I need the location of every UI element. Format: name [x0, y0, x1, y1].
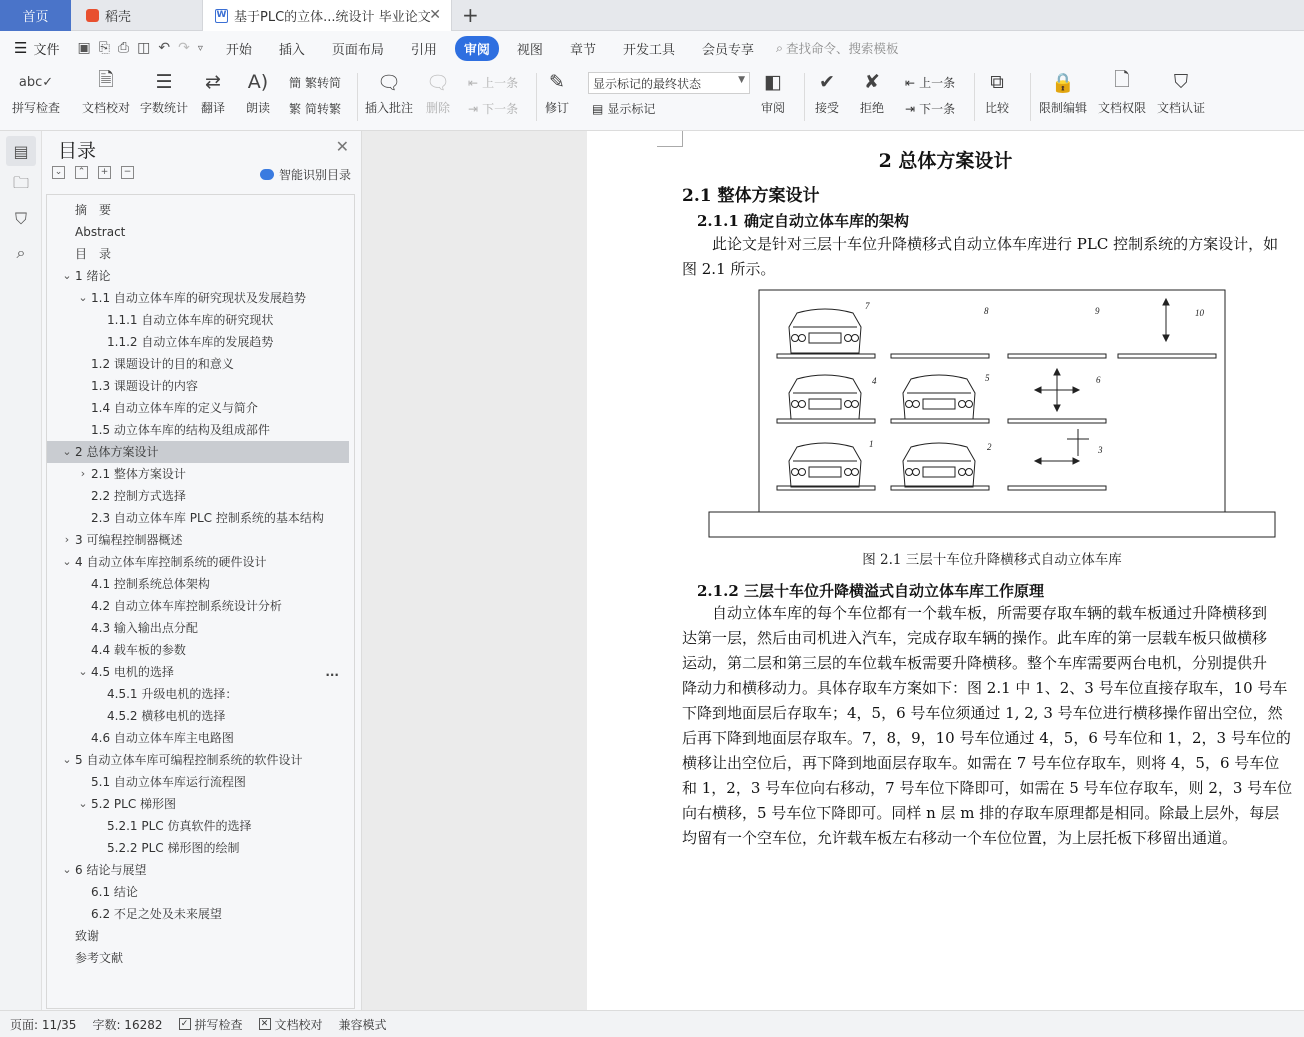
text-line: 降动力和横移动力。具体存取车方案如下：图 2.1 中 1、2、3 号车位直接存取车，10 号车 [682, 679, 1288, 697]
toc-item-label: 6.1 结论 [91, 885, 138, 899]
toc-item[interactable] [47, 419, 349, 441]
file-menu-label: 文件 [33, 42, 60, 58]
show-markup-icon: ▤ [592, 101, 604, 116]
toc-item-label: 4 自动立体车库控制系统的硬件设计 [75, 555, 267, 569]
toc-item[interactable] [47, 595, 349, 617]
toc-item-label: Abstract [75, 225, 126, 239]
toc-item[interactable] [47, 287, 349, 309]
review-pane-icon: ◧ [764, 71, 782, 93]
word-count-label: 字数统计 [140, 101, 189, 115]
menu-member[interactable]: 会员专享 [701, 42, 754, 58]
command-search[interactable] [776, 39, 899, 57]
text-line: 向右横移，5 号车位下降即可。同样 n 层 m 排的存取车原理都是相同。除最上层外，每层 [682, 804, 1280, 822]
menu-chapter[interactable]: 章节 [569, 42, 596, 58]
word-doc-icon: W [215, 9, 228, 23]
toc-item-label: 4.5 电机的选择 [91, 665, 174, 679]
close-icon[interactable]: ✕ [335, 137, 349, 156]
subsection-heading-2: 2.1.2 三层十车位升降横溢式自动立体车库工作原理 [697, 582, 1044, 600]
toc-item-label: 4.5.2 横移电机的选择 [107, 709, 226, 723]
prev-comment-label: 上一条 [482, 76, 519, 90]
toc-item[interactable] [47, 309, 349, 331]
compat-mode-indicator: 兼容模式 [338, 1017, 387, 1032]
toc-item-label: 1.5 动立体车库的结构及组成部件 [91, 423, 270, 437]
read-aloud-icon: A) [247, 71, 269, 93]
word-count-indicator[interactable]: 字数: 16282 [92, 1017, 163, 1032]
delete-comment-icon: 🗨 [425, 71, 451, 94]
bookmark-icon[interactable]: ⛉ [14, 209, 27, 228]
tab-document-label: 基于PLC的立体...统设计 毕业论文 [234, 10, 431, 25]
show-markup-label: 显示标记 [607, 102, 656, 116]
reject-button[interactable] [858, 69, 886, 116]
toc-item-label: 1.2 课题设计的目的和意义 [91, 357, 234, 371]
car-icon [903, 443, 975, 487]
menu-view[interactable]: 视图 [516, 42, 543, 58]
toc-panel [42, 131, 362, 1010]
chapter-nav-icon[interactable]: 🗀 [12, 172, 29, 192]
spell-check-status[interactable] [179, 1016, 243, 1033]
toc-item-label: 4.5.1 升级电机的选择： [107, 687, 238, 701]
accept-icon: ✔ [819, 71, 835, 93]
toc-item-label: 1.1.1 自动立体车库的研究现状 [107, 313, 274, 327]
toc-item-label: 1 绪论 [75, 269, 111, 283]
chevron-down-icon[interactable]: ⌄ [78, 291, 88, 304]
delete-comment-button[interactable] [424, 69, 452, 116]
toc-item-label: 5.2 PLC 梯形图 [91, 797, 177, 811]
text-line: 均留有一个空车位，允许载车板左右移动一个车位位置，为上层托板下移留出通道。 [682, 829, 1238, 847]
text-line: 自动立体车库的每个车位都有一个载车板，所需要存取车辆的载车板通过升降横移到 [682, 604, 1268, 622]
spell-check-icon: abc✓ [18, 74, 54, 90]
toc-item-label: 1.1 自动立体车库的研究现状及发展趋势 [91, 291, 306, 305]
toc-item-label: 参考文献 [75, 951, 124, 965]
slot-label: 6 [1096, 375, 1101, 385]
expand-all-icon[interactable]: ⌄ [52, 166, 65, 179]
status-bar [0, 1010, 1304, 1037]
toc-item-label: 5 自动立体车库可编程控制系统的软件设计 [75, 753, 303, 767]
toc-item[interactable] [47, 749, 349, 771]
search-icon: ⌕ [775, 40, 783, 55]
toc-item-label: 5.2.1 PLC 仿真软件的选择 [107, 819, 252, 833]
word-count-button[interactable] [140, 69, 188, 116]
doc-proof-label: 文档校对 [82, 101, 131, 115]
command-search-placeholder: 查找命令、搜索模板 [786, 41, 899, 56]
simp-to-trad-label: 简转繁 [305, 102, 342, 116]
redo-icon[interactable]: ↷ [178, 40, 190, 56]
menu-insert[interactable]: 插入 [278, 42, 305, 58]
chevron-down-icon: ▼ [738, 75, 745, 85]
collapse-all-icon[interactable]: ⌃ [75, 166, 88, 179]
spell-check-label: 拼写检查 [12, 101, 61, 115]
toc-item-label: 1.4 自动立体车库的定义与简介 [91, 401, 258, 415]
toc-item-label: 2.3 自动立体车库 PLC 控制系统的基本结构 [91, 511, 324, 525]
prev-change-icon: ⇤ [905, 75, 916, 90]
undo-icon[interactable]: ↶ [158, 40, 171, 56]
insert-comment-label: 插入批注 [365, 101, 414, 115]
slot-label: 3 [1098, 445, 1103, 455]
toc-item[interactable] [47, 859, 349, 881]
toc-item[interactable] [47, 353, 349, 375]
track-changes-icon: ✎ [549, 71, 565, 93]
chevron-down-icon[interactable]: ⌄ [62, 753, 72, 766]
menu-tabs [217, 36, 772, 61]
toc-item-label: 4.1 控制系统总体架构 [91, 577, 210, 591]
toc-item-label: 目 录 [75, 247, 112, 261]
review-pane-button[interactable] [759, 69, 787, 116]
toc-item[interactable] [47, 881, 349, 903]
tab-daoke[interactable] [72, 0, 200, 31]
toc-item[interactable] [47, 661, 349, 683]
chevron-down-icon[interactable]: ⌄ [62, 269, 72, 282]
slot-label: 5 [985, 373, 990, 383]
toc-item[interactable] [47, 199, 349, 221]
print-preview-icon[interactable]: ◫ [137, 40, 151, 56]
checkbox-icon: ✕ [259, 1018, 271, 1030]
slot-label: 7 [865, 301, 870, 311]
toc-item[interactable] [47, 529, 349, 551]
toc-item[interactable] [47, 441, 349, 463]
delete-comment-label: 删除 [425, 101, 450, 115]
slot-label: 1 [869, 439, 874, 449]
car-icon [789, 309, 861, 353]
slot-label: 8 [984, 306, 989, 316]
toc-item[interactable] [47, 947, 349, 969]
menu-references[interactable]: 引用 [410, 42, 437, 58]
toc-item-label: 1.3 课题设计的内容 [91, 379, 198, 393]
more-options-icon[interactable]: ... [325, 665, 339, 679]
menu-review[interactable]: 审阅 [455, 36, 499, 61]
ribbon-divider [974, 73, 975, 121]
paragraph-1 [682, 232, 1304, 282]
spell-check-button[interactable] [12, 69, 60, 116]
comment-icon: 🗨 [376, 71, 402, 94]
trad-to-simp-icon: 簡 [289, 76, 302, 90]
translate-label: 翻译 [200, 101, 225, 115]
toc-item-label: 6.2 不足之处及未来展望 [91, 907, 222, 921]
track-changes-label: 修订 [544, 101, 569, 115]
toc-item[interactable] [47, 573, 349, 595]
toc-item-label: 2.2 控制方式选择 [91, 489, 186, 503]
text-line: 达第一层，然后由司机进入汽车，完成存取车辆的操作。此车库的第一层载车板只做横移 [682, 629, 1268, 647]
translate-button[interactable] [199, 69, 227, 116]
doc-cert-button[interactable] [1157, 69, 1205, 116]
toc-item[interactable] [47, 793, 349, 815]
toc-item-label: 4.6 自动立体车库主电路图 [91, 731, 234, 745]
toc-item[interactable] [47, 551, 349, 573]
compare-icon: ⧉ [990, 71, 1004, 93]
next-change-label: 下一条 [919, 102, 956, 116]
slot-label: 10 [1195, 308, 1204, 318]
menu-start[interactable]: 开始 [225, 42, 252, 58]
prev-change-label: 上一条 [919, 76, 956, 90]
chevron-right-icon[interactable]: › [64, 533, 70, 546]
next-comment-label: 下一条 [482, 102, 519, 116]
chevron-down-icon[interactable]: ⌄ [78, 797, 88, 810]
shield-icon: ⛉ [1173, 71, 1189, 93]
menu-bar [0, 31, 1304, 65]
restrict-edit-label: 限制编辑 [1039, 101, 1088, 115]
slot-label: 9 [1095, 306, 1100, 316]
parking-garage-figure [707, 289, 1277, 539]
toc-item[interactable] [47, 375, 349, 397]
tab-home[interactable] [0, 0, 71, 31]
toc-item[interactable] [47, 463, 349, 485]
page-indicator[interactable]: 页面: 11/35 [10, 1017, 77, 1032]
toc-item-label: 5.1 自动立体车库运行流程图 [91, 775, 246, 789]
chevron-down-icon[interactable]: ⌄ [62, 555, 72, 568]
trad-to-simp-button[interactable] [289, 74, 341, 91]
text-line: 后再下降到地面层存取车。7，8，9，10 号车位通过 4，5，6 号车位和 1，2，3 号车位的 [682, 729, 1291, 747]
doc-cert-label: 文档认证 [1157, 101, 1206, 115]
ribbon-divider [536, 73, 537, 121]
page-corner-mark [657, 131, 683, 147]
toc-item[interactable] [47, 705, 349, 727]
reject-icon: ✘ [864, 71, 880, 93]
smart-toc-label: 智能识别目录 [278, 168, 351, 182]
toc-item-label: 6 结论与展望 [75, 863, 147, 877]
toc-item[interactable] [47, 925, 349, 947]
prev-icon: ⇤ [468, 75, 479, 90]
search-panel-icon[interactable]: ⌕ [16, 243, 26, 262]
lock-doc-icon: 🔒 [1051, 71, 1075, 94]
toc-item[interactable] [47, 815, 349, 837]
menu-page-layout[interactable]: 页面布局 [331, 42, 384, 58]
toc-item[interactable] [47, 903, 349, 925]
reject-label: 拒绝 [859, 101, 884, 115]
compare-button[interactable] [983, 69, 1011, 116]
chapter-heading: 2 总体方案设计 [878, 150, 1013, 172]
chevron-down-icon[interactable]: ⌄ [78, 665, 88, 678]
save-icon[interactable]: ▣ [77, 40, 91, 56]
car-icon [903, 375, 975, 419]
menu-developer[interactable]: 开发工具 [622, 42, 675, 58]
toc-item-label: 5.2.2 PLC 梯形图的绘制 [107, 841, 240, 855]
restrict-edit-button[interactable] [1039, 69, 1087, 116]
tab-bar [0, 0, 1304, 31]
toc-item[interactable] [47, 485, 349, 507]
text-line: 运动，第二层和第三层的车位载车板需要升降横移。整个车库需要两台电机，分别提供升 [682, 654, 1268, 672]
simp-to-trad-button[interactable] [289, 100, 341, 117]
translate-icon: ⇄ [205, 71, 221, 93]
hamburger-icon: ☰ [14, 39, 28, 57]
next-change-icon: ⇥ [905, 101, 916, 116]
toc-item-label: 4.2 自动立体车库控制系统设计分析 [91, 599, 282, 613]
ribbon-divider [1030, 73, 1031, 121]
simp-to-trad-icon: 繁 [289, 102, 302, 116]
slot-label: 4 [872, 376, 877, 386]
read-aloud-button[interactable] [244, 69, 272, 116]
close-tab-icon[interactable]: ✕ [429, 7, 441, 23]
review-pane-label: 审阅 [760, 101, 785, 115]
show-markup-button[interactable] [592, 100, 655, 117]
smart-toc-button[interactable] [260, 166, 351, 183]
car-icon [789, 443, 861, 487]
subsection-heading-1: 2.1.1 确定自动立体车库的架构 [697, 212, 909, 230]
toc-item[interactable] [47, 221, 349, 243]
ribbon-divider [357, 73, 358, 121]
text-line: 和 1，2，3 号车位向右移动，7 号车位下降即可，如需在 5 号车位存取车，则 2，3 号车位 [682, 779, 1293, 797]
toc-item-label: 1.1.2 自动立体车库的发展趋势 [107, 335, 274, 349]
tab-home-label: 首页 [22, 10, 49, 25]
ai-robot-icon [260, 169, 274, 180]
paragraph-2 [682, 601, 1304, 851]
ribbon-divider [804, 73, 805, 121]
review-ribbon [0, 65, 1304, 131]
next-change-button[interactable] [905, 100, 955, 117]
tab-document[interactable] [202, 0, 452, 31]
chevron-right-icon[interactable]: › [80, 467, 86, 480]
text-line: 下降到地面层后存取车；4，5，6 号车位须通过 1, 2, 3 号车位进行横移操作留出空位，然 [682, 704, 1283, 722]
next-icon: ⇥ [468, 101, 479, 116]
print-icon[interactable]: ⎙ [117, 40, 130, 56]
doc-proof-status-label: 文档校对 [274, 1017, 323, 1032]
customize-icon[interactable]: ▿ [197, 42, 203, 54]
toc-item[interactable] [47, 265, 349, 287]
toc-item[interactable] [47, 837, 349, 859]
toc-item[interactable] [47, 397, 349, 419]
toc-title: 目录 [58, 140, 97, 162]
toc-item[interactable] [47, 683, 349, 705]
file-menu[interactable] [14, 39, 59, 58]
new-tab-button[interactable]: + [462, 3, 479, 27]
toc-panel-icon[interactable]: ▤ [6, 136, 36, 166]
doc-rights-label: 文档权限 [1098, 101, 1147, 115]
export-icon[interactable]: ⎘ [98, 40, 110, 56]
chevron-down-icon[interactable]: ⌄ [62, 445, 72, 458]
toc-item-label: 3 可编程控制器概述 [75, 533, 183, 547]
accept-label: 接受 [814, 101, 839, 115]
toc-item[interactable] [47, 507, 349, 529]
checkbox-icon: ✓ [179, 1018, 191, 1030]
doc-rights-icon: 🗋 [1114, 69, 1130, 91]
toc-item[interactable] [47, 727, 349, 749]
car-icon [789, 375, 861, 419]
toc-list [46, 194, 355, 1009]
spell-check-status-label: 拼写检查 [194, 1017, 243, 1032]
text-line: 此论文是针对三层十车位升降横移式自动立体车库进行 PLC 控制系统的方案设计，如 [682, 235, 1279, 253]
read-aloud-label: 朗读 [245, 101, 270, 115]
remove-heading-icon[interactable]: − [121, 166, 134, 179]
toc-item[interactable] [47, 639, 349, 661]
prev-change-button[interactable] [905, 74, 955, 91]
tab-daoke-label: 稻壳 [105, 10, 132, 25]
toc-item-label: 摘 要 [75, 203, 112, 217]
prev-comment-button[interactable] [468, 74, 518, 91]
quick-access-toolbar [77, 40, 202, 56]
toc-item-label: 致谢 [75, 929, 100, 943]
toc-item-label: 2.1 整体方案设计 [91, 467, 186, 481]
toc-item-label: 4.4 载车板的参数 [91, 643, 186, 657]
daoke-icon [86, 9, 99, 22]
section-heading: 2.1 整体方案设计 [682, 186, 820, 206]
doc-rights-button[interactable] [1098, 69, 1146, 116]
toc-item[interactable] [47, 771, 349, 793]
add-heading-icon[interactable]: + [98, 166, 111, 179]
toc-item[interactable] [47, 617, 349, 639]
text-line: 横移让出空位后，再下降到地面层存取车。如需在 7 号车位存取车，则将 4，5，6 号车位 [682, 754, 1280, 772]
compare-label: 比较 [984, 101, 1009, 115]
doc-proof-status[interactable] [259, 1016, 323, 1033]
toc-item[interactable] [47, 331, 349, 353]
toc-item-label: 4.3 输入输出点分配 [91, 621, 198, 635]
accept-button[interactable] [813, 69, 841, 116]
side-rail [0, 131, 42, 1010]
doc-proof-icon: 🗎 [98, 69, 114, 91]
doc-proof-button[interactable] [82, 69, 130, 116]
toc-controls [52, 166, 134, 179]
insert-comment-button[interactable] [365, 69, 413, 116]
chevron-down-icon[interactable]: ⌄ [62, 863, 72, 876]
slot-label: 2 [987, 442, 992, 452]
markup-state-select[interactable] [588, 72, 750, 94]
figure-caption: 图 2.1 三层十车位升降横移式自动立体车库 [862, 552, 1122, 568]
word-count-icon: ☰ [155, 71, 173, 93]
toc-item-label: 2 总体方案设计 [75, 445, 159, 459]
markup-state-value: 显示标记的最终状态 [593, 77, 702, 91]
text-line: 图 2.1 所示。 [682, 260, 776, 278]
toc-item[interactable] [47, 243, 349, 265]
next-comment-button[interactable] [468, 100, 518, 117]
trad-to-simp-label: 繁转简 [305, 76, 342, 90]
track-changes-button[interactable] [543, 69, 571, 116]
